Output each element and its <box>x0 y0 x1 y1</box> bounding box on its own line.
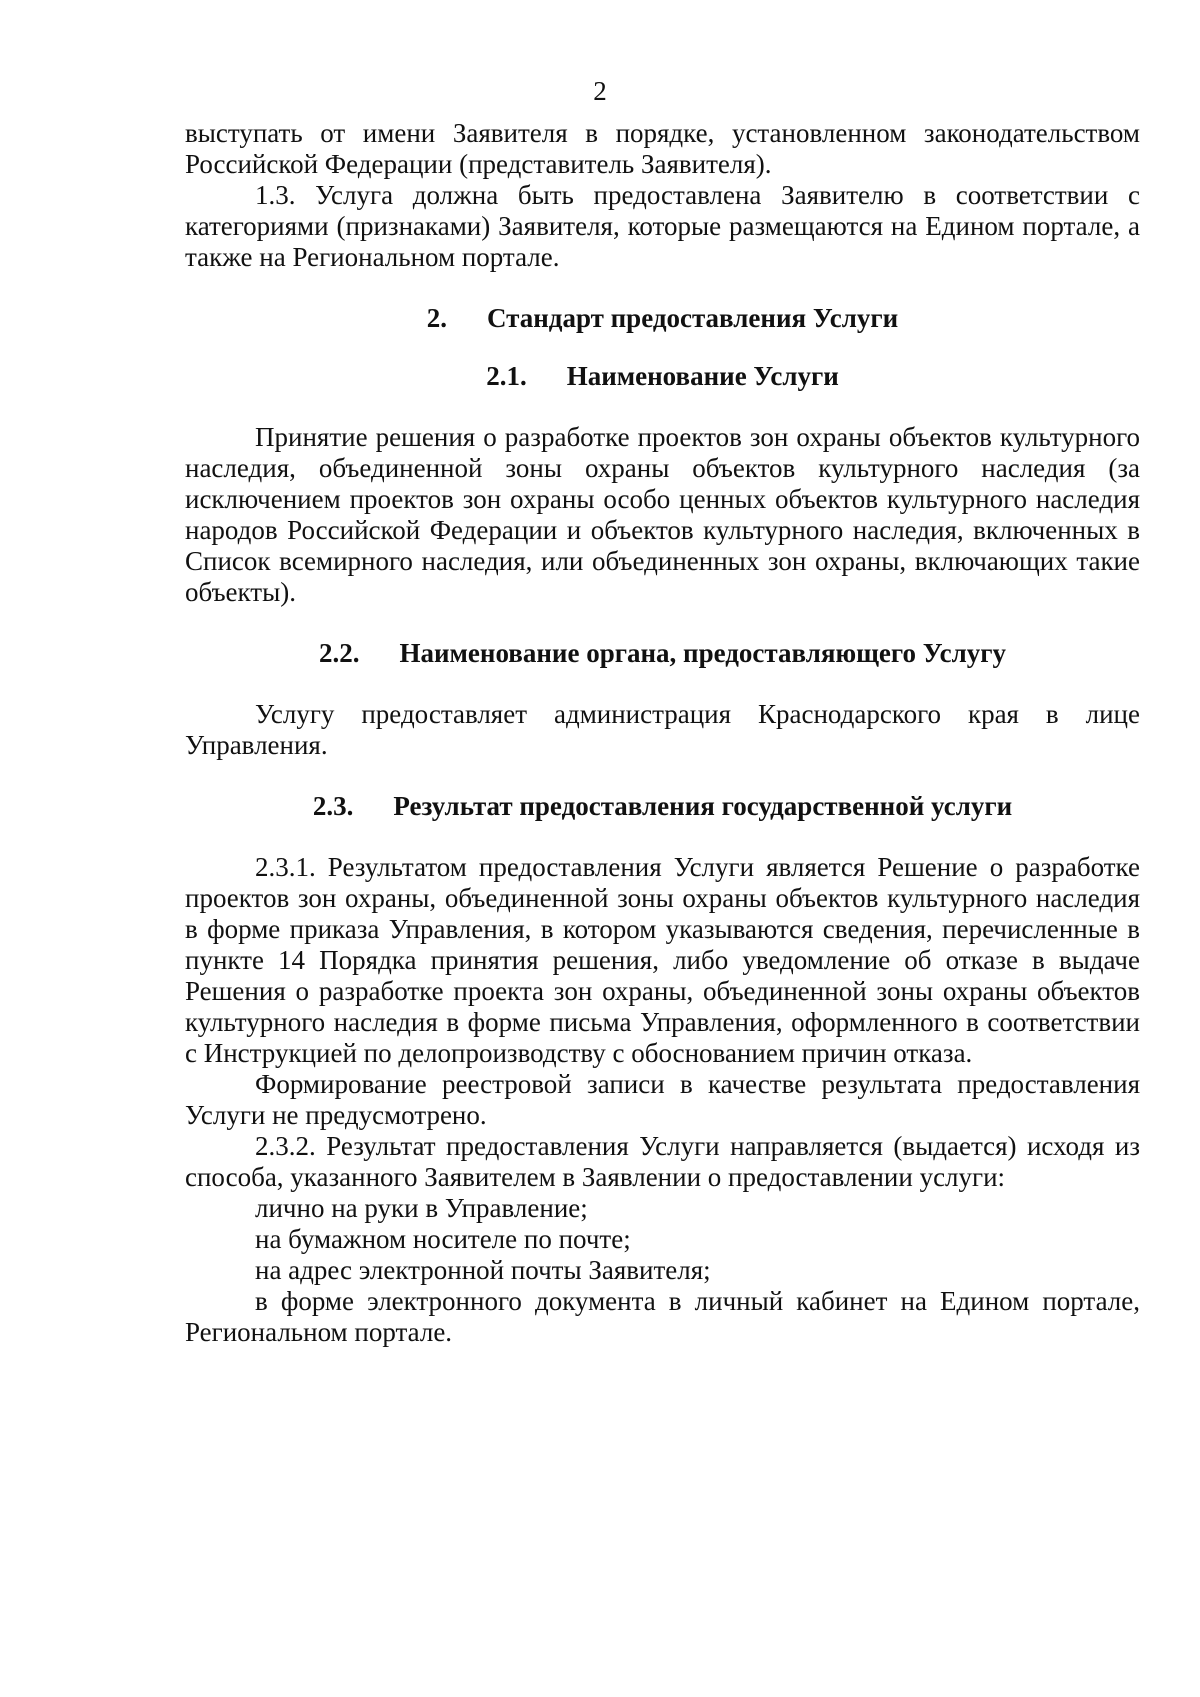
section-2-2-number: 2.2. <box>318 638 360 668</box>
section-2-heading <box>185 303 1140 334</box>
section-2-3-number: 2.3. <box>312 791 354 821</box>
list-item: лично на руки в Управление; <box>255 1193 588 1223</box>
paragraph-registry: Формирование реестровой записи в качестве результата предоставления Услуги не предусмотрено. <box>185 1069 1140 1130</box>
section-2-1-title: Наименование Услуги <box>566 361 839 391</box>
list-item: на адрес электронной почты Заявителя; <box>255 1255 711 1285</box>
paragraph-1-3: 1.3. Услуга должна быть предоставлена Заявителю в соответствии с категориями (признаками) Заявителя, которые размещаются на Едином портале, а также на Региональном портале. <box>185 180 1140 272</box>
section-2-1-number: 2.1. <box>486 361 527 391</box>
paragraph-service-name: Принятие решения о разработке проектов зон охраны объектов культурного наследия, объединенной зоны охраны объектов культурного наследия (за исключением проектов зон охраны особо ценных объектов культурного наследия народов Российской Федерации и объектов культурного наследия, включенных в Список всемирного наследия, или объединенных зон охраны, включающих такие объекты). <box>185 422 1140 607</box>
paragraph-2-3-1: 2.3.1. Результатом предоставления Услуги является Решение о разработке проектов зон охраны, объединенной зоны охраны объектов культурного наследия в форме приказа Управления, в котором указываются сведения, перечисленные в пункте 14 Порядка принятия решения, либо уведомление об отказе в выдаче Решения о разработке проекта зон охраны, объединенной зоны охраны объектов культурного наследия в форме письма Управления, оформленного в соответствии с Инструкцией по делопроизводству с обоснованием причин отказа. <box>185 852 1140 1068</box>
section-2-title: Стандарт предоставления Услуги <box>487 303 899 333</box>
paragraph-continuation: выступать от имени Заявителя в порядке, установленном законодательством Российской Федерации (представитель Заявителя). <box>185 118 1140 179</box>
section-2-2-heading <box>185 638 1140 669</box>
section-2-1-heading <box>185 361 1140 392</box>
document-body <box>185 118 1140 1348</box>
paragraph-2-3-2: 2.3.2. Результат предоставления Услуги направляется (выдается) исходя из способа, указанного Заявителем в Заявлении о предоставлении услуги: <box>185 1131 1140 1192</box>
section-2-3-heading <box>185 791 1140 822</box>
list-item: в форме электронного документа в личный кабинет на Едином портале, Региональном портале. <box>185 1286 1140 1347</box>
paragraph-authority: Услугу предоставляет администрация Краснодарского края в лице Управления. <box>185 699 1140 760</box>
page-number: 2 <box>593 76 607 106</box>
section-2-3-title: Результат предоставления государственной услуги <box>393 791 1013 821</box>
section-2-number: 2. <box>426 303 447 333</box>
section-2-2-title: Наименование органа, предоставляющего Услугу <box>399 638 1007 668</box>
list-item: на бумажном носителе по почте; <box>255 1224 631 1254</box>
